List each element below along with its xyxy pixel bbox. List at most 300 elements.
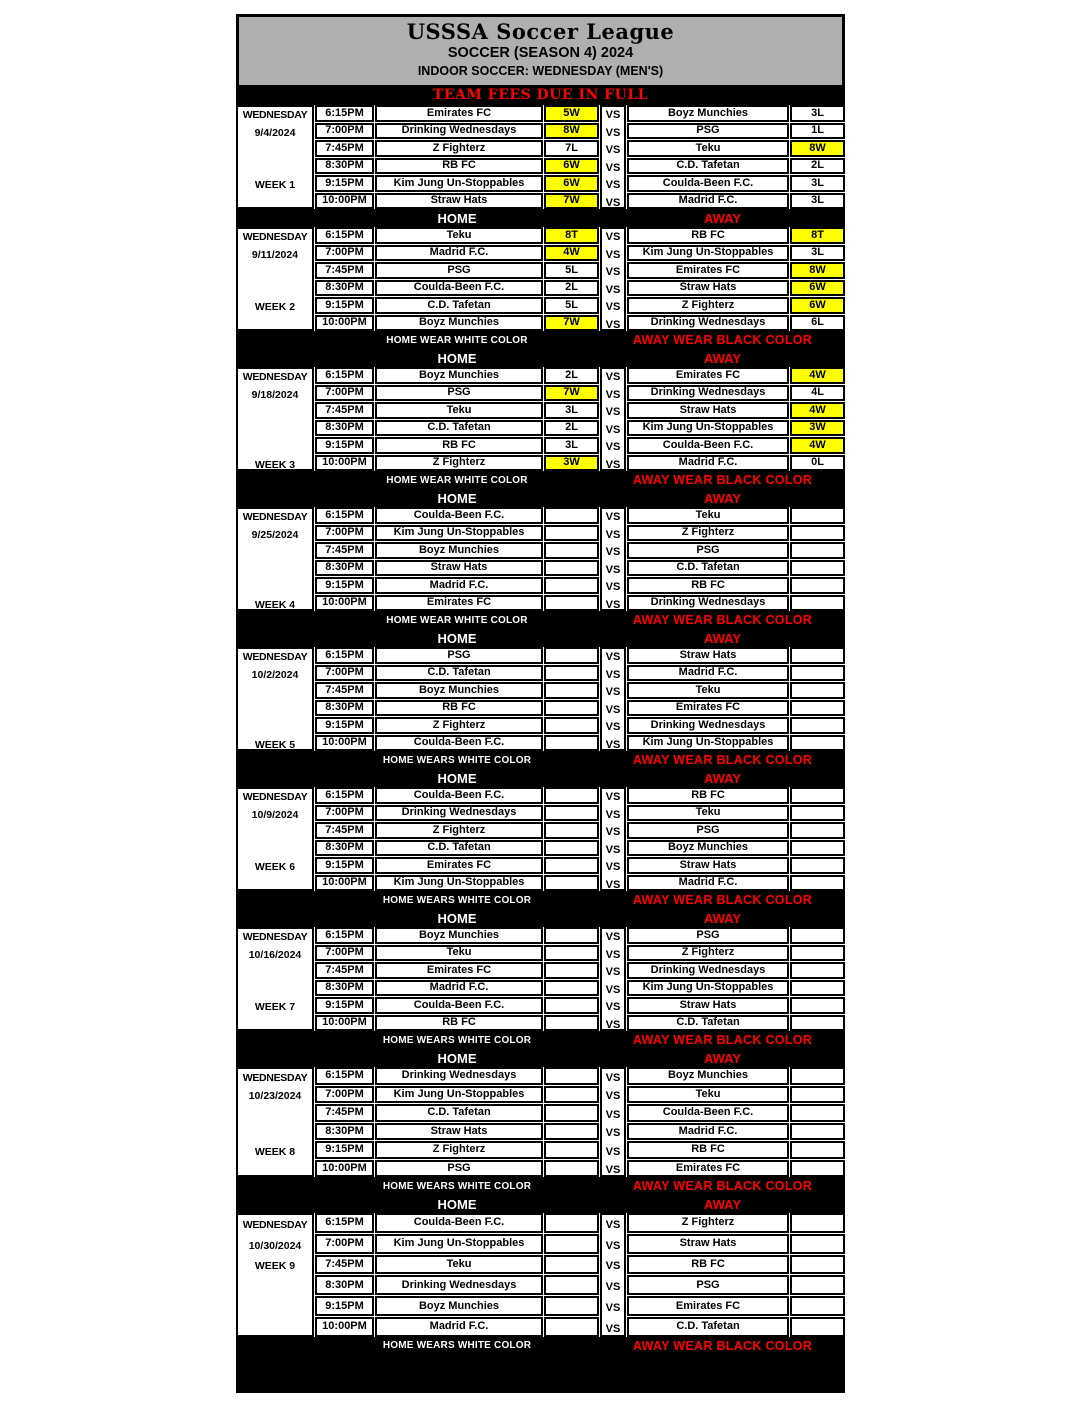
away-uniform-note: AWAY WEAR BLACK COLOR: [632, 753, 813, 767]
away-uniform-note: AWAY WEAR BLACK COLOR: [632, 333, 813, 347]
time-cell: 8:30PM: [315, 560, 374, 577]
time-cell: 10:00PM: [315, 1160, 374, 1178]
away-result-cell: [790, 805, 845, 822]
home-result-cell: 7W: [544, 385, 599, 402]
vs-label: VS: [605, 1018, 621, 1031]
home-heading: HOME: [437, 350, 477, 366]
away-heading: AWAY: [703, 490, 742, 506]
away-uniform-note: AWAY WEAR BLACK COLOR: [632, 613, 813, 627]
away-team-cell: C.D. Tafetan: [627, 560, 789, 577]
date-label: 10/2/2024: [251, 668, 299, 681]
home-result-cell: 8T: [544, 227, 599, 244]
away-result-cell: 0L: [790, 455, 845, 472]
away-result-cell: 8T: [790, 227, 845, 244]
home-team-cell: Kim Jung Un-Stoppables: [375, 175, 543, 192]
home-team-cell: Straw Hats: [375, 560, 543, 577]
away-result-cell: [790, 735, 845, 752]
time-cell: 8:30PM: [315, 1123, 374, 1141]
time-cell: 7:00PM: [315, 945, 374, 962]
home-team-cell: Emirates FC: [375, 857, 543, 874]
away-team-cell: Madrid F.C.: [627, 1123, 789, 1141]
vs-label: VS: [605, 1127, 621, 1140]
time-cell: 6:15PM: [315, 1067, 374, 1085]
away-heading: AWAY: [703, 210, 742, 226]
away-team-cell: Boyz Munchies: [627, 1067, 789, 1085]
home-team-cell: Kim Jung Un-Stoppables: [375, 1086, 543, 1104]
away-result-cell: 4W: [790, 437, 845, 454]
home-result-cell: [544, 805, 599, 822]
vs-column: [600, 647, 626, 751]
schedule-sheet: [236, 14, 845, 1393]
away-team-cell: Teku: [627, 1086, 789, 1104]
vs-column: [600, 787, 626, 891]
vs-label: VS: [605, 1281, 621, 1294]
vs-label: VS: [605, 826, 621, 839]
vs-column: [600, 367, 626, 471]
time-cell: 7:45PM: [315, 682, 374, 699]
time-cell: 9:15PM: [315, 717, 374, 734]
home-result-cell: 2L: [544, 367, 599, 384]
away-result-cell: [790, 665, 845, 682]
vs-label: VS: [605, 301, 621, 314]
away-team-cell: Teku: [627, 507, 789, 524]
week-block: [236, 927, 845, 1067]
away-team-cell: RB FC: [627, 577, 789, 594]
away-result-cell: [790, 1067, 845, 1085]
home-team-cell: Coulda-Been F.C.: [375, 735, 543, 752]
away-result-cell: 4W: [790, 402, 845, 419]
time-cell: 6:15PM: [315, 105, 374, 122]
away-team-cell: C.D. Tafetan: [627, 1317, 789, 1337]
away-result-cell: [790, 1317, 845, 1337]
time-cell: 6:15PM: [315, 227, 374, 244]
home-result-cell: 8W: [544, 123, 599, 140]
home-result-cell: [544, 1296, 599, 1316]
vs-label: VS: [605, 126, 621, 139]
away-result-cell: 4W: [790, 367, 845, 384]
week-info-column: [236, 227, 314, 331]
day-label: WEDNESDAY: [242, 651, 308, 664]
vs-label: VS: [605, 371, 621, 384]
home-result-cell: [544, 1141, 599, 1159]
home-team-cell: Teku: [375, 402, 543, 419]
away-result-cell: [790, 1234, 845, 1254]
away-result-cell: [790, 857, 845, 874]
away-team-cell: RB FC: [627, 227, 789, 244]
away-result-cell: [790, 1086, 845, 1104]
away-result-cell: [790, 647, 845, 664]
home-team-cell: Coulda-Been F.C.: [375, 507, 543, 524]
week-schedule-grid: [236, 105, 845, 209]
uniform-footer: [236, 209, 845, 227]
vs-column: [600, 927, 626, 1031]
vs-label: VS: [605, 966, 621, 979]
home-result-cell: [544, 577, 599, 594]
away-result-cell: [790, 1275, 845, 1295]
away-uniform-note: AWAY WEAR BLACK COLOR: [632, 473, 813, 487]
away-result-cell: 6L: [790, 315, 845, 332]
away-team-cell: Emirates FC: [627, 367, 789, 384]
vs-label: VS: [605, 1239, 621, 1252]
home-team-cell: RB FC: [375, 437, 543, 454]
away-team-cell: Boyz Munchies: [627, 105, 789, 122]
away-result-cell: [790, 822, 845, 839]
time-cell: 9:15PM: [315, 577, 374, 594]
vs-label: VS: [605, 266, 621, 279]
week-block: [236, 647, 845, 787]
date-label: 9/25/2024: [251, 528, 299, 541]
home-result-cell: 7W: [544, 315, 599, 332]
away-result-cell: [790, 962, 845, 979]
home-result-cell: [544, 647, 599, 664]
home-result-cell: 5W: [544, 105, 599, 122]
week-schedule-grid: [236, 367, 845, 471]
home-result-cell: 6W: [544, 158, 599, 175]
vs-label: VS: [605, 1145, 621, 1158]
week-block: [236, 367, 845, 507]
away-uniform-note: AWAY WEAR BLACK COLOR: [632, 1179, 813, 1193]
home-result-cell: 4W: [544, 245, 599, 262]
week-schedule-grid: [236, 787, 845, 891]
vs-label: VS: [605, 1164, 621, 1177]
home-result-cell: [544, 927, 599, 944]
week-info-column: [236, 787, 314, 891]
home-team-cell: C.D. Tafetan: [375, 297, 543, 314]
away-result-cell: 3L: [790, 193, 845, 210]
vs-label: VS: [605, 248, 621, 261]
vs-label: VS: [605, 931, 621, 944]
vs-label: VS: [605, 1071, 621, 1084]
away-team-cell: PSG: [627, 822, 789, 839]
time-cell: 6:15PM: [315, 367, 374, 384]
week-info-column: [236, 1067, 314, 1177]
time-cell: 8:30PM: [315, 700, 374, 717]
home-result-cell: [544, 945, 599, 962]
vs-label: VS: [605, 318, 621, 331]
vs-label: VS: [605, 1302, 621, 1315]
away-team-cell: Teku: [627, 682, 789, 699]
vs-label: VS: [605, 179, 621, 192]
week-info-column: [236, 105, 314, 209]
home-result-cell: [544, 1160, 599, 1178]
uniform-footer: [236, 891, 845, 927]
home-team-cell: Straw Hats: [375, 1123, 543, 1141]
away-team-cell: C.D. Tafetan: [627, 1015, 789, 1032]
time-cell: 10:00PM: [315, 875, 374, 892]
away-team-cell: Straw Hats: [627, 280, 789, 297]
vs-label: VS: [605, 1090, 621, 1103]
day-label: WEDNESDAY: [242, 231, 308, 244]
away-team-cell: Boyz Munchies: [627, 840, 789, 857]
away-result-cell: [790, 682, 845, 699]
home-result-cell: 6W: [544, 175, 599, 192]
time-cell: 7:45PM: [315, 822, 374, 839]
away-result-cell: [790, 980, 845, 997]
home-team-cell: RB FC: [375, 700, 543, 717]
away-result-cell: [790, 577, 845, 594]
home-uniform-note: HOME WEAR WHITE COLOR: [386, 474, 528, 486]
week-info-column: [236, 647, 314, 751]
home-result-cell: [544, 682, 599, 699]
home-result-cell: [544, 507, 599, 524]
uniform-footer: [236, 1337, 845, 1393]
vs-label: VS: [605, 703, 621, 716]
vs-label: VS: [605, 1322, 621, 1335]
home-team-cell: Drinking Wednesdays: [375, 123, 543, 140]
home-uniform-note: HOME WEARS WHITE COLOR: [382, 754, 532, 766]
date-label: 9/11/2024: [251, 248, 299, 261]
home-result-cell: 3W: [544, 455, 599, 472]
home-result-cell: 7W: [544, 193, 599, 210]
home-result-cell: [544, 822, 599, 839]
home-uniform-note: HOME WEARS WHITE COLOR: [382, 894, 532, 906]
time-cell: 9:15PM: [315, 1141, 374, 1159]
home-heading: HOME: [437, 490, 477, 506]
vs-column: [600, 105, 626, 209]
vs-label: VS: [605, 528, 621, 541]
home-result-cell: [544, 840, 599, 857]
vs-label: VS: [605, 161, 621, 174]
time-cell: 7:00PM: [315, 525, 374, 542]
time-cell: 6:15PM: [315, 647, 374, 664]
away-team-cell: Emirates FC: [627, 1296, 789, 1316]
home-team-cell: Drinking Wednesdays: [375, 805, 543, 822]
home-team-cell: Boyz Munchies: [375, 682, 543, 699]
away-team-cell: Coulda-Been F.C.: [627, 437, 789, 454]
week-schedule-grid: [236, 647, 845, 751]
home-result-cell: 2L: [544, 280, 599, 297]
week-schedule-grid: [236, 927, 845, 1031]
away-team-cell: PSG: [627, 123, 789, 140]
home-uniform-note: HOME WEAR WHITE COLOR: [386, 614, 528, 626]
vs-label: VS: [605, 721, 621, 734]
time-cell: 7:45PM: [315, 1104, 374, 1122]
time-cell: 7:00PM: [315, 1234, 374, 1254]
time-cell: 7:00PM: [315, 805, 374, 822]
away-result-cell: [790, 927, 845, 944]
day-label: WEDNESDAY: [242, 371, 308, 384]
vs-label: VS: [605, 668, 621, 681]
home-team-cell: C.D. Tafetan: [375, 665, 543, 682]
fees-banner: TEAM FEES DUE IN FULL: [236, 85, 845, 105]
home-team-cell: Z Fighterz: [375, 455, 543, 472]
home-team-cell: Madrid F.C.: [375, 1317, 543, 1337]
home-team-cell: Teku: [375, 945, 543, 962]
vs-label: VS: [605, 1260, 621, 1273]
time-cell: 7:00PM: [315, 123, 374, 140]
away-heading: AWAY: [703, 1196, 742, 1212]
division-subtitle: INDOOR SOCCER: WEDNESDAY (MEN'S): [417, 64, 664, 79]
home-team-cell: RB FC: [375, 158, 543, 175]
away-result-cell: [790, 945, 845, 962]
home-team-cell: Madrid F.C.: [375, 577, 543, 594]
time-cell: 6:15PM: [315, 507, 374, 524]
week-info-column: [236, 367, 314, 471]
time-cell: 7:45PM: [315, 962, 374, 979]
home-result-cell: [544, 857, 599, 874]
away-team-cell: Emirates FC: [627, 262, 789, 279]
time-cell: 6:15PM: [315, 1213, 374, 1233]
home-result-cell: [544, 1317, 599, 1337]
week-block: [236, 105, 845, 227]
away-team-cell: Madrid F.C.: [627, 875, 789, 892]
time-cell: 9:15PM: [315, 437, 374, 454]
home-heading: HOME: [437, 910, 477, 926]
home-heading: HOME: [437, 1050, 477, 1066]
vs-label: VS: [605, 196, 621, 209]
away-team-cell: Straw Hats: [627, 402, 789, 419]
season-subtitle: SOCCER (SEASON 4) 2024: [447, 45, 634, 62]
away-result-cell: [790, 525, 845, 542]
away-result-cell: 3L: [790, 245, 845, 262]
vs-label: VS: [605, 1001, 621, 1014]
home-team-cell: Z Fighterz: [375, 140, 543, 157]
home-uniform-note: HOME WEARS WHITE COLOR: [382, 1180, 532, 1192]
home-team-cell: Coulda-Been F.C.: [375, 280, 543, 297]
home-team-cell: PSG: [375, 1160, 543, 1178]
home-result-cell: [544, 1123, 599, 1141]
day-label: WEDNESDAY: [242, 931, 308, 944]
away-result-cell: [790, 1141, 845, 1159]
away-result-cell: [790, 1104, 845, 1122]
week-schedule-grid: [236, 1067, 845, 1177]
vs-label: VS: [605, 738, 621, 751]
home-team-cell: Kim Jung Un-Stoppables: [375, 1234, 543, 1254]
time-cell: 10:00PM: [315, 193, 374, 210]
away-heading: AWAY: [703, 1050, 742, 1066]
week-block: [236, 227, 845, 367]
home-team-cell: Teku: [375, 1255, 543, 1275]
time-cell: 8:30PM: [315, 280, 374, 297]
home-team-cell: Boyz Munchies: [375, 927, 543, 944]
home-uniform-note: HOME WEAR WHITE COLOR: [386, 334, 528, 346]
away-team-cell: Coulda-Been F.C.: [627, 1104, 789, 1122]
away-team-cell: Emirates FC: [627, 700, 789, 717]
vs-label: VS: [605, 406, 621, 419]
away-team-cell: Kim Jung Un-Stoppables: [627, 420, 789, 437]
home-result-cell: 5L: [544, 262, 599, 279]
vs-label: VS: [605, 546, 621, 559]
home-result-cell: [544, 787, 599, 804]
time-cell: 8:30PM: [315, 980, 374, 997]
time-cell: 7:45PM: [315, 1255, 374, 1275]
away-uniform-note: AWAY WEAR BLACK COLOR: [632, 1033, 813, 1047]
home-heading: HOME: [437, 770, 477, 786]
home-result-cell: [544, 735, 599, 752]
date-label: 10/30/2024: [248, 1239, 302, 1252]
away-team-cell: Madrid F.C.: [627, 455, 789, 472]
weeks-container: [236, 105, 845, 1393]
home-team-cell: Boyz Munchies: [375, 367, 543, 384]
home-result-cell: [544, 1067, 599, 1085]
home-result-cell: [544, 1213, 599, 1233]
home-result-cell: [544, 875, 599, 892]
vs-label: VS: [605, 231, 621, 244]
home-uniform-note: HOME WEARS WHITE COLOR: [382, 1034, 532, 1046]
week-info-column: [236, 507, 314, 611]
home-team-cell: Emirates FC: [375, 595, 543, 612]
away-result-cell: [790, 1015, 845, 1032]
date-label: 10/23/2024: [248, 1090, 302, 1103]
home-result-cell: 3L: [544, 437, 599, 454]
page-title: USSSA Soccer League: [406, 19, 675, 44]
time-cell: 8:30PM: [315, 158, 374, 175]
vs-label: VS: [605, 686, 621, 699]
home-result-cell: [544, 700, 599, 717]
home-team-cell: PSG: [375, 647, 543, 664]
time-cell: 9:15PM: [315, 1296, 374, 1316]
vs-label: VS: [605, 423, 621, 436]
week-schedule-grid: [236, 227, 845, 331]
day-label: WEDNESDAY: [242, 109, 308, 122]
away-team-cell: Z Fighterz: [627, 945, 789, 962]
vs-label: VS: [605, 651, 621, 664]
time-cell: 8:30PM: [315, 840, 374, 857]
week-label: WEEK 7: [254, 1001, 296, 1014]
home-team-cell: Z Fighterz: [375, 1141, 543, 1159]
week-label: WEEK 4: [254, 598, 296, 611]
week-block: [236, 1213, 845, 1393]
away-result-cell: 8W: [790, 140, 845, 157]
vs-label: VS: [605, 1218, 621, 1231]
away-team-cell: Straw Hats: [627, 647, 789, 664]
away-team-cell: Teku: [627, 140, 789, 157]
away-result-cell: [790, 542, 845, 559]
time-cell: 10:00PM: [315, 1015, 374, 1032]
home-result-cell: [544, 1015, 599, 1032]
away-result-cell: [790, 1255, 845, 1275]
time-cell: 7:45PM: [315, 140, 374, 157]
home-team-cell: C.D. Tafetan: [375, 1104, 543, 1122]
home-heading: HOME: [437, 630, 477, 646]
uniform-footer: [236, 611, 845, 647]
vs-column: [600, 1213, 626, 1337]
day-label: WEDNESDAY: [242, 791, 308, 804]
home-result-cell: [544, 1104, 599, 1122]
away-result-cell: [790, 560, 845, 577]
home-uniform-note: HOME WEARS WHITE COLOR: [382, 1340, 532, 1352]
away-heading: AWAY: [703, 350, 742, 366]
home-team-cell: Straw Hats: [375, 193, 543, 210]
away-team-cell: Z Fighterz: [627, 297, 789, 314]
vs-label: VS: [605, 511, 621, 524]
week-schedule-grid: [236, 1213, 845, 1337]
home-team-cell: Coulda-Been F.C.: [375, 1213, 543, 1233]
vs-label: VS: [605, 843, 621, 856]
home-heading: HOME: [437, 210, 477, 226]
home-team-cell: Z Fighterz: [375, 717, 543, 734]
time-cell: 10:00PM: [315, 315, 374, 332]
week-schedule-grid: [236, 507, 845, 611]
time-cell: 9:15PM: [315, 857, 374, 874]
away-team-cell: RB FC: [627, 1141, 789, 1159]
home-team-cell: Drinking Wednesdays: [375, 1275, 543, 1295]
home-team-cell: Drinking Wednesdays: [375, 1067, 543, 1085]
time-cell: 7:45PM: [315, 402, 374, 419]
league-header: [236, 14, 845, 85]
time-cell: 7:00PM: [315, 385, 374, 402]
vs-label: VS: [605, 791, 621, 804]
week-label: WEEK 5: [254, 738, 296, 751]
vs-label: VS: [605, 948, 621, 961]
home-team-cell: Boyz Munchies: [375, 1296, 543, 1316]
away-heading: AWAY: [703, 630, 742, 646]
time-cell: 10:00PM: [315, 735, 374, 752]
away-team-cell: Drinking Wednesdays: [627, 717, 789, 734]
away-team-cell: Straw Hats: [627, 857, 789, 874]
home-team-cell: C.D. Tafetan: [375, 840, 543, 857]
home-result-cell: [544, 595, 599, 612]
